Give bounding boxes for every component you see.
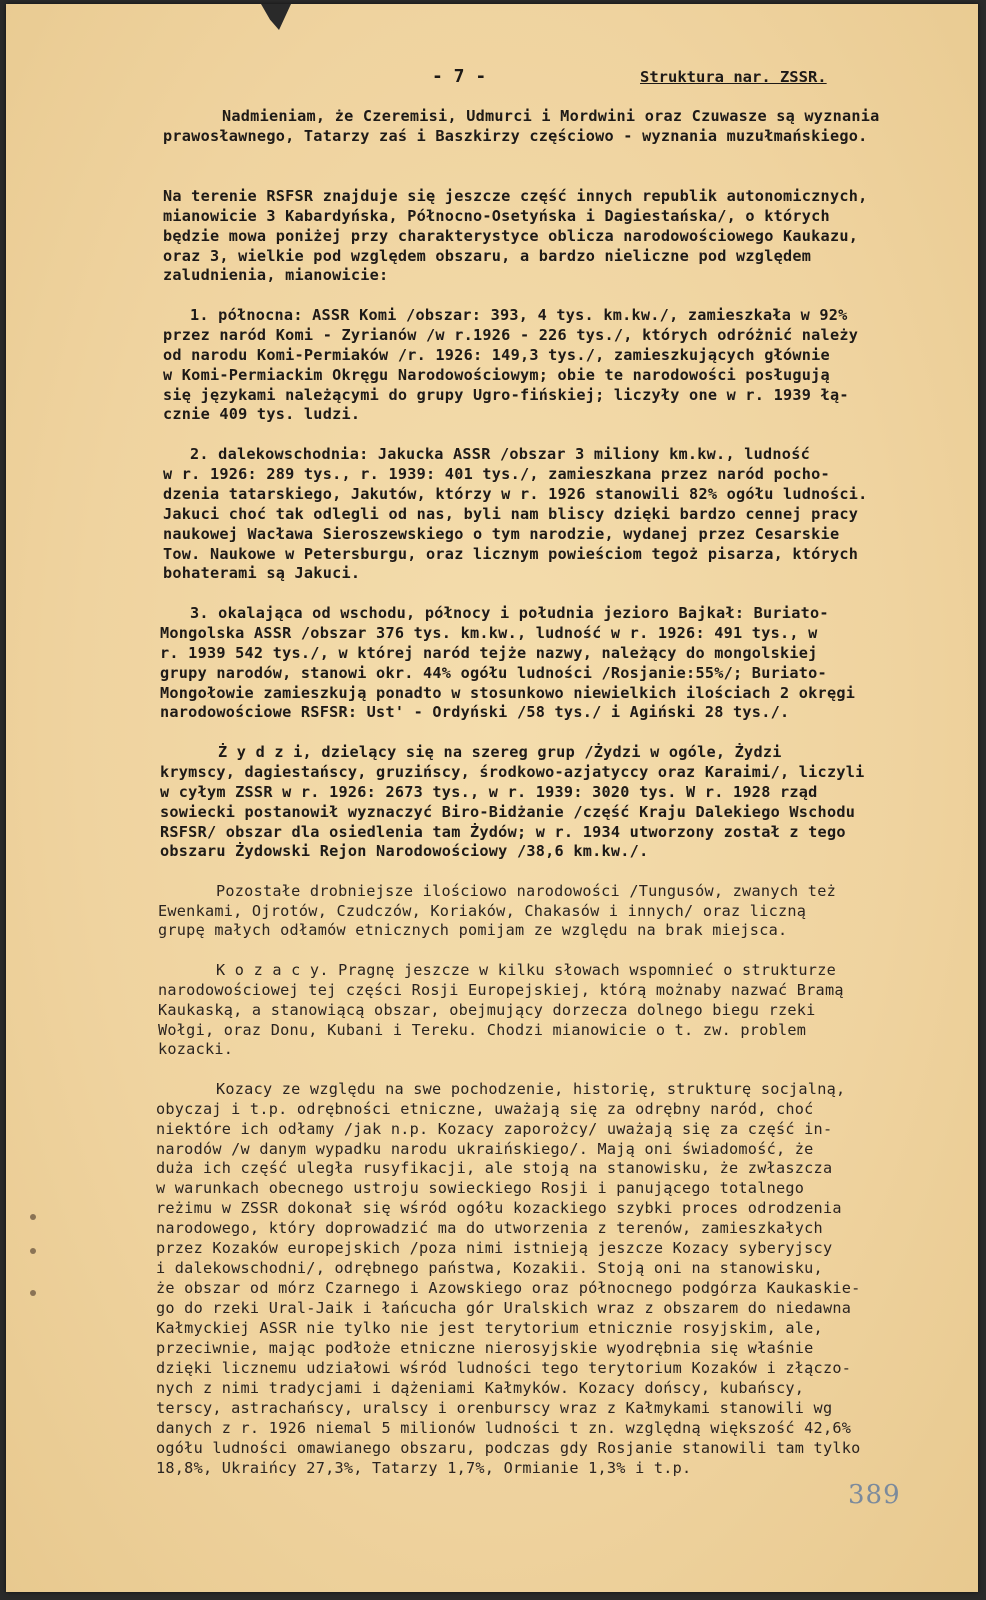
text-line: narodów /w danym wypadku narodu ukraińskiego/. Mają oni świadomość, że [156,1140,814,1158]
text-line: 18,8%, Ukraińcy 27,3%, Tatarzy 1,7%, Ormianie 1,3% i t.p. [156,1459,692,1477]
text-line: Mongołowie zamieszkują ponadto w stosunkowo niewielkich ilościach 2 okręgi [160,684,856,702]
text-line: Kozacy ze względu na swe pochodzenie, historię, strukturę socjalną, [216,1080,846,1098]
text-line: i dalekowschodni/, odrębnego państwa, Kozakii. Stoją oni na stanowisku, [156,1259,823,1277]
text-line: Pozostałe drobniejsze ilościowo narodowości /Tungusów, zwanych też [216,882,836,900]
text-line: ogółu ludności omawianego obszaru, podczas gdy Rosjanie stanowili tam tylko [156,1439,861,1457]
text-line: przez naród Komi - Zyrianów /w r.1926 - 226 tys./, których odróżnić należy [163,326,859,344]
text-line: grupę małych odłamów etnicznych pomijam ze względu na brak miejsca. [158,921,788,939]
text-line: naukowej Wacława Sieroszewskiego o tym narodzie, wydanej przez Cesarskie [163,525,840,543]
text-line: dzięki licznemu udziałowi wśród ludności tego terytorium Kozaków i złączo- [156,1359,852,1377]
page-number: - 7 - [432,66,487,87]
text-line: Nadmieniam, że Czeremisi, Udmurci i Mordwini oraz Czuwasze są wyznania [222,107,880,125]
text-line: w Komi-Permiackim Okręgu Narodowościowym; obie te narodowości posługują [163,366,830,384]
punch-hole-mark [30,1248,36,1254]
text-line: Mongolska ASSR /obszar 376 tys. km.kw., ludność w r. 1926: 491 tys., w [160,624,818,642]
text-line: w r. 1926: 289 tys., r. 1939: 401 tys./, zamieszkana przez naród pocho- [163,465,830,483]
text-line: będzie mowa poniżej przy charakterystyce oblicza narodowościowego Kaukazu, [163,227,859,245]
punch-hole-mark [30,1214,36,1220]
text-line: Kaukaską, a stanowiącą obszar, obejmujący dorzecza dolnego biegu rzeki [158,1001,816,1019]
text-line: zaludnienia, mianowicie: [163,266,389,284]
page-header: Struktura nar. ZSSR. [640,68,827,86]
text-line: reżimu w ZSSR dokonał się wśród ogółu kozackiego szybki proces odrodzenia [156,1199,842,1217]
text-line: od narodu Komi-Permiaków /r. 1926: 149,3 tys./, zamieszkujących głównie [163,346,830,364]
text-line: przeciwnie, mając podłoże etniczne nierosyjskie wyodrębnia się właśnie [156,1339,814,1357]
text-line: narodowościowej tej części Rosji Europejskiej, którą możnaby nazwać Bramą [158,981,844,999]
text-line: 2. dalekowschodnia: Jakucka ASSR /obszar 3 miliony km.kw., ludność [190,445,810,463]
torn-corner [261,4,291,30]
text-line: Ż y d z i, dzielący się na szereg grup /Żydzi w ogóle, Żydzi [218,743,782,761]
text-line: Jakuci choć tak odlegli od nas, byli nam bliscy dzięki bardzo cennej pracy [163,505,859,523]
text-line: obyczaj i t.p. odrębności etniczne, uważają się za odrębny naród, choć [156,1100,814,1118]
text-line: RSFSR/ obszar dla osiedlenia tam Żydów; w r. 1934 utworzony został z tego [160,823,846,841]
text-line: go do rzeki Ural-Jaik i łańcucha gór Uralskich wraz z obszarem do niedawna [156,1299,852,1317]
text-line: narodowego, który doprowadzić ma do utworzenia z terenów, zamieszkałych [156,1219,823,1237]
text-line: Ewenkami, Ojrotów, Czudczów, Koriaków, Chakasów i innych/ oraz liczną [158,902,807,920]
text-line: obszaru Żydowski Rejon Narodowościowy /38,6 km.kw./. [160,842,649,860]
text-line: dzenia tatarskiego, Jakutów, którzy w r. 1926 stanowili 82% ogółu ludności. [163,485,868,503]
text-line: się językami należącymi do grupy Ugro-fińskiej; liczyły one w r. 1939 łą- [163,386,849,404]
text-line: 1. północna: ASSR Komi /obszar: 393, 4 tys. km.kw./, zamieszkała w 92% [190,306,848,324]
text-line: terscy, astrachańscy, uralscy i orenburscy wraz z Kałmykami stanowili wg [156,1399,833,1417]
text-line: Wołgi, oraz Donu, Kubani i Tereku. Chodzi mianowicie o t. zw. problem [158,1021,807,1039]
text-line: nych z nimi tradycjami i dążeniami Kałmyków. Kozacy dońscy, kubańscy, [156,1379,805,1397]
text-line: krymscy, dagiestańscy, gruzińscy, środkowo-azjatyccy oraz Karaimi/, liczyli [160,763,865,781]
text-line: r. 1939 542 tys./, w której naród tejże nazwy, należący do mongolskiej [160,644,818,662]
text-line: sowiecki postanowił wyznaczyć Biro-Bidżanie /część Kraju Dalekiego Wschodu [160,803,856,821]
text-line: narodowościowe RSFSR: Ust' - Ordyński /58 tys./ i Agiński 28 tys./. [160,703,790,721]
text-line: mianowicie 3 Kabardyńska, Północno-Osetyńska i Dagiestańska/, o których [163,207,830,225]
text-line: cznie 409 tys. ludzi. [163,405,361,423]
text-line: Kałmyckiej ASSR nie tylko nie jest terytorium etnicznie rosyjskim, ale, [156,1319,823,1337]
text-line: duża ich część uległa rusyfikacji, ale stoją na stanowisku, że zwłaszcza [156,1159,833,1177]
text-line: K o z a c y. Pragnę jeszcze w kilku słowach wspomnieć o strukturze [216,961,836,979]
handwritten-archive-number: 389 [848,1480,901,1510]
punch-hole-mark [30,1290,36,1296]
text-line: przez Kozaków europejskich /poza nimi istnieją jeszcze Kozacy syberyjscy [156,1239,833,1257]
text-line: kozacki. [158,1040,234,1058]
text-line: Tow. Naukowe w Petersburgu, oraz licznym powieściom tegoż pisarza, których [163,545,859,563]
text-line: danych z r. 1926 niemal 5 milionów ludności t zn. względną większość 42,6% [156,1419,852,1437]
text-line: niektóre ich odłamy /jak n.p. Kozacy zaporożcy/ uważają się za część in- [156,1120,833,1138]
text-line: w cyłym ZSSR w r. 1926: 2673 tys., w r. 1939: 3020 tys. W r. 1928 rząd [160,783,818,801]
text-line: oraz 3, wielkie pod względem obszaru, a bardzo nieliczne pod względem [163,247,812,265]
text-line: Na terenie RSFSR znajduje się jeszcze część innych republik autonomicznych, [163,187,868,205]
text-line: bohaterami są Jakuci. [163,564,361,582]
text-line: w warunkach obecnego ustroju sowieckiego Rosji i panującego totalnego [156,1179,805,1197]
text-line: grupy narodów, stanowi okr. 44% ogółu ludności /Rosjanie:55%/; Buriato- [160,664,827,682]
text-line: 3. okalająca od wschodu, północy i południa jezioro Bajkał: Buriato- [190,604,829,622]
text-line: że obszar od mórz Czarnego i Azowskiego oraz północnego podgórza Kaukaskie- [156,1279,861,1297]
text-line: prawosławnego, Tatarzy zaś i Baszkirzy częściowo - wyznania muzułmańskiego. [163,127,868,145]
